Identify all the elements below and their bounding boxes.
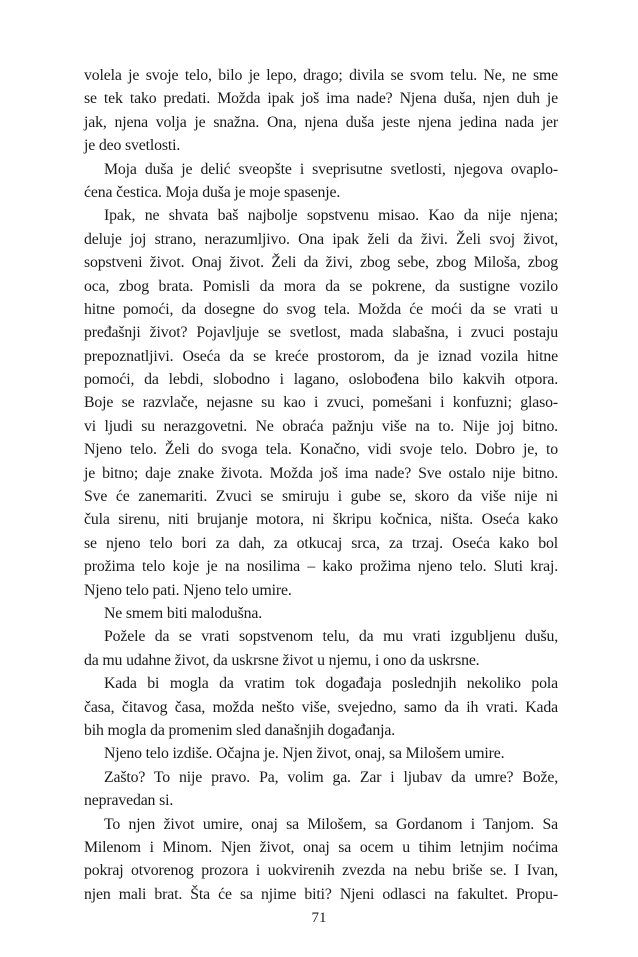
text-line: deluje joj strano, nerazumljivo. Ona ipak želi da živi. Želi svoj život,: [84, 230, 558, 248]
page-number: 71: [311, 910, 327, 926]
text-line: To njen život umire, onaj sa Milošem, sa Gordanom i Tanjom. Sa: [104, 815, 558, 833]
text-line: Njeno telo. Želi do svoga tela. Konačno, vidi svoje telo. Dobro je, to: [84, 441, 558, 459]
text-line: pređašnji život? Pojavljuje se svetlost, mada slabašna, i zvuci postaju: [84, 324, 558, 342]
text-line: hitne pomoći, da dosegne do svog tela. Možda će moći da se vrati u: [84, 300, 558, 318]
text-line: čula sirenu, niti brujanje motora, ni škripu kočnica, ništa. Oseća kako: [84, 511, 558, 529]
text-line: Njeno telo izdiše. Očajna je. Njen život, onaj, sa Milošem umire.: [104, 745, 505, 763]
text-line: se njeno telo bori za dah, za otkucaj srca, za trzaj. Oseća kako bol: [84, 534, 558, 552]
text-line: Moja duša je delić sveopšte i sveprisutne svetlosti, njegova ovaplo-: [104, 160, 558, 178]
text-line: se tek tako predati. Možda ipak još ima nade? Njena duša, njen duh je: [84, 90, 558, 108]
text-line: Ne smem biti malodušna.: [104, 604, 263, 622]
text-line: ćena čestica. Moja duša je moje spasenje.: [84, 183, 341, 201]
text-line: Sve će zanemariti. Zvuci se smiruju i gube se, skoro da više nije ni: [84, 488, 558, 506]
text-line: Boje se razvlače, nejasne su kao i zvuci, pomešani i konfuzni; glaso-: [84, 394, 558, 412]
text-line: njen mali brat. Šta će sa njime biti? Njeni odlasci na fakultet. Propu-: [84, 885, 558, 903]
text-line: je deo svetlosti.: [84, 137, 181, 155]
text-line: Njeno telo pati. Njeno telo umire.: [84, 581, 292, 599]
text-line: Zašto? To nije pravo. Pa, volim ga. Zar i ljubav da umre? Bože,: [104, 768, 558, 786]
text-line: da mu udahne život, da uskrsne život u njemu, i ono da uskrsne.: [84, 651, 480, 669]
text-line: bih mogla da promenim sled današnjih događanja.: [84, 721, 396, 739]
text-line: Milenom i Minom. Njen život, onaj sa ocem u tihim letnjim noćima: [84, 838, 558, 856]
text-line: prožima telo koje je na nosilima – kako prožima njeno telo. Sluti kraj.: [84, 558, 558, 576]
text-line: volela je svoje telo, bilo je lepo, drago; divila se svom telu. Ne, ne sme: [84, 67, 558, 84]
text-line: pomoći, da lebdi, slobodno i lagano, oslobođena bilo kakvih otpora.: [84, 371, 558, 389]
text-line: je bitno; daje znake života. Možda još ima nade? Sve ostalo nije bitno.: [84, 464, 558, 482]
text-line: oca, zbog brata. Pomisli da mora da se pokrene, da sustigne vozilo: [84, 277, 558, 295]
text-line: nepravedan si.: [84, 792, 174, 810]
book-page-text: [84, 64, 558, 906]
text-line: prepoznatljivi. Oseća da se kreće prostorom, da je iznad vozila hitne: [84, 347, 558, 365]
text-line: Ipak, ne shvata baš najbolje sopstvenu misao. Kao da nije njena;: [104, 207, 558, 225]
text-line: Kada bi mogla da vratim tok događaja poslednjih nekoliko pola: [104, 675, 558, 693]
text-line: vi ljudi su nerazgovetni. Ne obraća pažnju više na to. Nije joj bitno.: [84, 417, 558, 435]
text-line: sopstveni život. Onaj život. Želi da živi, zbog sebe, zbog Miloša, zbog: [84, 254, 558, 272]
text-line: Požele da se vrati sopstvenom telu, da mu vrati izgubljenu dušu,: [104, 628, 558, 646]
text-line: pokraj otvorenog prozora i uokvirenih zvezda na nebu briše se. I Ivan,: [84, 862, 558, 880]
text-line: jak, njena volja je snažna. Ona, njena duša jeste njena jedina nada jer: [84, 113, 558, 131]
text-line: časa, čitavog časa, možda nešto više, svejedno, samo da ih vrati. Kada: [84, 698, 558, 716]
